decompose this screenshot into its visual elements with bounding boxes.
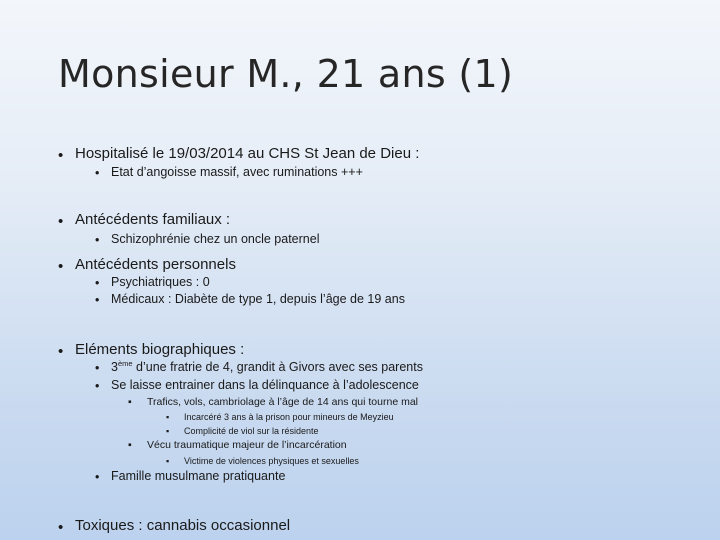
bullet-text-medicaux: Médicaux : Diabète de type 1, depuis l’âge de 19 ans xyxy=(111,292,405,306)
bullet: • xyxy=(95,276,100,290)
bullet: • xyxy=(95,233,100,247)
bullet-text-famille: Famille musulmane pratiquante xyxy=(111,469,286,483)
bullet-text-fratrie xyxy=(111,358,423,374)
sub-bullet: ▪ xyxy=(128,396,132,408)
bullet-text-biographie: Eléments biographiques : xyxy=(75,341,245,358)
bullet: • xyxy=(95,361,100,375)
fratrie-text: d’une fratrie de 4, grandit à Givors avec ses parents xyxy=(132,360,423,374)
bullet-text-victime: Victime de violences physiques et sexuelles xyxy=(184,456,359,466)
bullet-text-etat: Etat d’angoisse massif, avec ruminations +++ xyxy=(111,165,363,179)
bullet-text-toxiques: Toxiques : cannabis occasionnel xyxy=(75,517,291,534)
bullet: • xyxy=(95,470,100,484)
sub-bullet: ▪ xyxy=(166,412,170,422)
bullet: • xyxy=(58,147,64,164)
bullet-text-psychiatriques: Psychiatriques : 0 xyxy=(111,275,210,289)
bullet: • xyxy=(95,293,100,307)
bullet: • xyxy=(58,343,64,360)
bullet: • xyxy=(95,166,100,180)
bullet-text-incarcere: Incarcéré 3 ans à la prison pour mineurs de Meyzieu xyxy=(184,412,394,422)
bullet-text-hospitalisation: Hospitalisé le 19/03/2014 au CHS St Jean de Dieu : xyxy=(75,145,420,162)
sub-bullet: ▪ xyxy=(128,439,132,451)
bullet: • xyxy=(95,379,100,393)
bullet-text-trafics: Trafics, vols, cambriolage à l’âge de 14 ans qui tourne mal xyxy=(147,396,419,408)
sub-bullet: ▪ xyxy=(166,456,170,466)
bullet: • xyxy=(58,213,64,230)
bullet-text-atcd-familiaux: Antécédents familiaux : xyxy=(75,211,231,228)
sub-bullet: ▪ xyxy=(166,426,170,436)
bullet-text-vecu: Vécu traumatique majeur de l’incarcération xyxy=(147,439,347,451)
bullet-text-delinquance: Se laisse entrainer dans la délinquance à l’adolescence xyxy=(111,378,419,392)
bullet: • xyxy=(58,519,64,536)
ordinal-number: 3 xyxy=(111,360,118,374)
bullet-text-complicite: Complicité de viol sur la résidente xyxy=(184,426,319,436)
ordinal-suffix: ème xyxy=(117,358,133,368)
bullet-text-atcd-personnels: Antécédents personnels xyxy=(75,256,236,273)
slide-title: Monsieur M., 21 ans (1) xyxy=(58,52,514,96)
bullet: • xyxy=(58,258,64,275)
bullet-text-schizophrenie: Schizophrénie chez un oncle paternel xyxy=(111,232,320,246)
